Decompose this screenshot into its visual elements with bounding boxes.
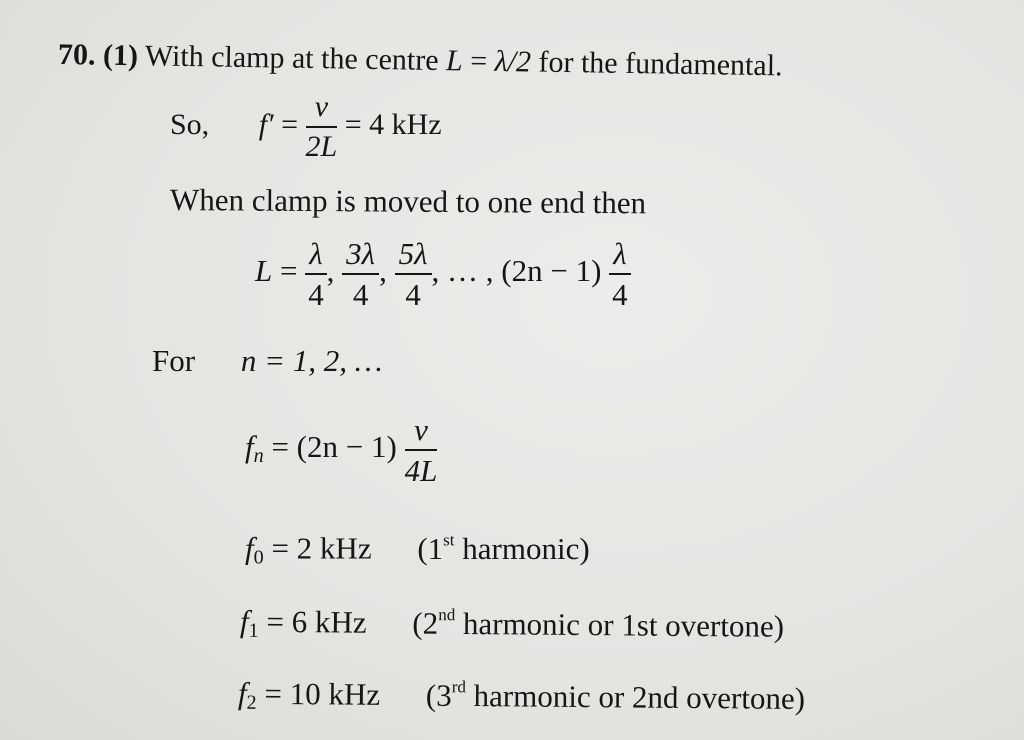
for-label: For [152, 343, 196, 378]
ordinal-suffix: rd [451, 676, 467, 696]
ordinal-suffix: st [443, 530, 455, 549]
f-symbol: f [239, 603, 249, 639]
fraction-denominator: 4 [352, 277, 369, 312]
frequency-value: = 4 kHz [344, 107, 442, 141]
note-prefix: (2 [412, 605, 439, 641]
fraction-numerator: 3λ [342, 238, 379, 275]
n-range: n = 1, 2, … [240, 343, 383, 378]
general-lambda-over-4-fraction [609, 238, 630, 310]
problem-number: 70. [57, 38, 96, 72]
half-wavelength: λ/2 [494, 44, 532, 79]
fraction-denominator: 4 [612, 277, 628, 312]
fraction-denominator: 4L [404, 453, 438, 488]
series-ellipsis: , … , (2n − 1) [431, 253, 602, 289]
n-subscript: n [253, 445, 264, 468]
v-over-4L-fraction [405, 414, 438, 486]
harmonic-note [426, 677, 805, 715]
note-text: harmonic or 2nd overtone) [465, 677, 806, 716]
5lambda-over-4-fraction [395, 238, 432, 310]
result-f0 [245, 530, 590, 570]
fraction-numerator: λ [609, 238, 630, 275]
fn-formula-line [245, 414, 437, 486]
for-n-line [152, 343, 382, 379]
fraction-denominator: 4 [308, 277, 324, 312]
f-symbol: f [245, 530, 254, 566]
harmonic-note [417, 531, 589, 566]
f-prime: f′ [258, 107, 274, 141]
ordinal-suffix: nd [438, 604, 456, 624]
result-f1 [240, 603, 784, 647]
fundamental-frequency-line [170, 92, 442, 162]
note-prefix: (1 [417, 530, 444, 566]
fn-rhs: = (2n − 1) [263, 429, 397, 465]
equals-sign: = [273, 107, 306, 141]
note-prefix: (3 [425, 677, 452, 713]
fraction-numerator: 5λ [395, 238, 432, 275]
heading-suffix: for the fundamental. [538, 45, 783, 83]
clamp-moved-text: When clamp is moved to one end then [169, 182, 647, 221]
frequency-value: = 2 kHz [263, 530, 372, 566]
fraction-numerator: v [405, 414, 438, 451]
heading-text: With clamp at the centre [144, 39, 439, 77]
frequency-value: = 10 kHz [256, 675, 381, 712]
f-subscript: 1 [248, 619, 259, 642]
result-f2 [238, 675, 805, 720]
v-over-2L-fraction [306, 92, 338, 162]
note-text: harmonic or 1st overtone) [455, 605, 785, 644]
fraction-numerator: v [306, 92, 338, 128]
fraction-numerator: λ [305, 238, 326, 275]
lambda-over-4-fraction [305, 238, 326, 310]
fraction-denominator: 2L [305, 130, 338, 163]
answer-option: (1) [102, 38, 139, 73]
frequency-value: = 6 kHz [258, 603, 367, 640]
length-variable: L [445, 44, 464, 78]
equals-sign: = [272, 253, 306, 289]
f-subscript: 2 [246, 691, 257, 714]
problem-heading [58, 38, 783, 83]
f-subscript: 0 [253, 546, 264, 569]
length-variable: L [255, 253, 273, 289]
harmonic-note [412, 605, 784, 643]
length-series-line: L = $\frac{\lambda}{4}$ , $\frac{3\lambda}{4}$ , $\frac{5\lambda}{4}$ , … , (2n − 1) $\frac{\lambda}{4}$ [255, 238, 631, 310]
f-symbol: f [237, 675, 247, 711]
note-text: harmonic) [454, 530, 590, 566]
so-label: So, [170, 107, 210, 141]
f-symbol: f [245, 429, 254, 465]
equals-sign: = [462, 44, 495, 78]
fraction-denominator: 4 [405, 277, 421, 312]
3lambda-over-4-fraction [342, 238, 379, 310]
